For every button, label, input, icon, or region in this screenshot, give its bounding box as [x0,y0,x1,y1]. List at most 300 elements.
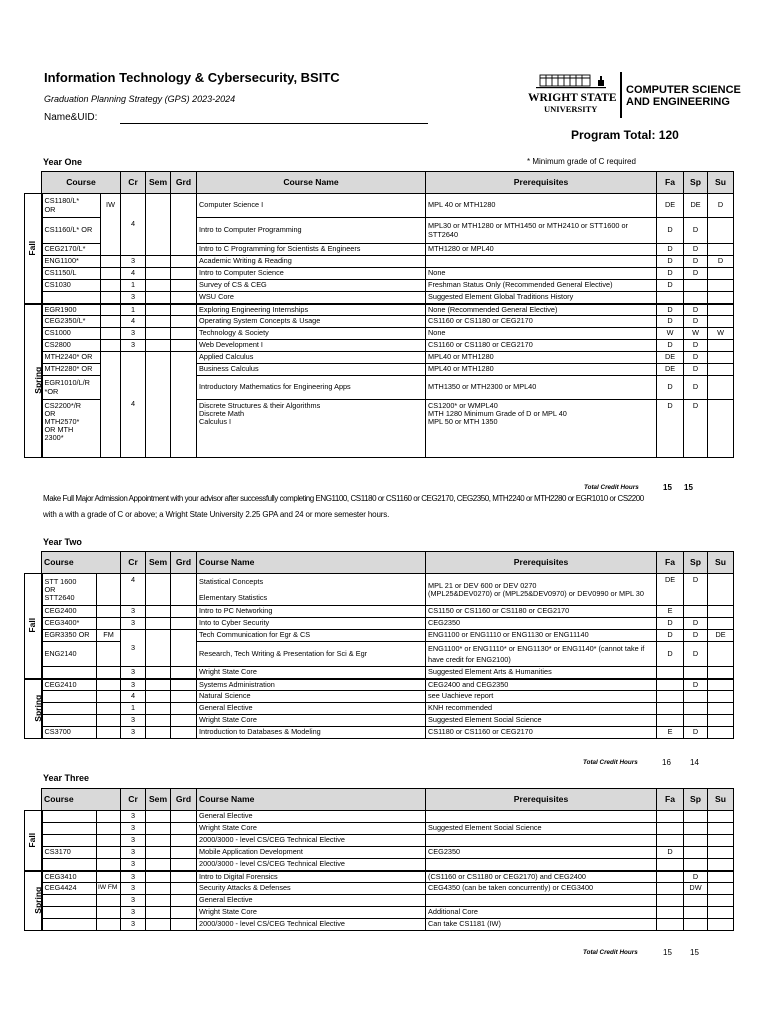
spring-offering: D [684,574,708,606]
minimum-grade-note: * Minimum grade of C required [527,157,636,166]
spring-offering: D [684,679,708,691]
grd-cell[interactable] [171,268,197,280]
spring-offering [684,847,708,859]
sem-cell[interactable] [146,606,171,618]
sem-cell[interactable] [146,919,171,931]
grd-cell[interactable] [171,715,197,727]
course-name: 2000/3000 - level CS/CEG Technical Elective [197,835,426,847]
fall-offering: DE [657,352,684,364]
sem-cell[interactable] [146,727,171,739]
credit-hours: 3 [121,328,146,340]
spring-offering: D [684,642,708,667]
course-flag [97,606,121,618]
summer-offering [708,871,734,883]
fall-offering: DE [657,194,684,218]
course-name: Introduction to Databases & Modeling [197,727,426,739]
prerequisites: Suggested Element Social Science [426,823,657,835]
prerequisites: ENG1100 or ENG1110 or ENG1130 or ENG11140 [426,630,657,642]
spring-offering: DE [684,194,708,218]
grd-cell[interactable] [171,691,197,703]
grd-cell[interactable] [171,823,197,835]
prerequisites: CEG2400 and CEG2350 [426,679,657,691]
grd-column-header: Grd [171,789,197,811]
course-flag [97,907,121,919]
term-label-fall: Fall [25,194,42,304]
fa-column-header: Fa [657,172,684,194]
year-two-heading: Year Two [43,537,82,547]
summer-offering [708,835,734,847]
course-column-header: Course [42,552,121,574]
prerequisites: CEG2350 [426,847,657,859]
prerequisites: None (Recommended General Elective) [426,304,657,316]
course-code [42,835,97,847]
course-code: CEG2410 [42,679,97,691]
sem-cell[interactable] [146,304,171,316]
spring-offering: DW [684,883,708,895]
course-flag [97,703,121,715]
credit-hours: 3 [121,340,146,352]
summer-offering [708,376,734,400]
course-code: CEG2400 [42,606,97,618]
summer-offering [708,244,734,256]
course-name: Wright State Core [197,823,426,835]
sem-cell[interactable] [146,871,171,883]
prerequisites-column-header: Prerequisites [426,789,657,811]
department-name [626,84,741,108]
table-row [25,835,734,847]
sp-column-header: Sp [684,552,708,574]
fall-offering [657,871,684,883]
grd-cell[interactable] [171,194,197,256]
grd-cell[interactable] [171,883,197,895]
sem-cell[interactable] [146,835,171,847]
course-name: General Elective [197,811,426,823]
prerequisites [426,835,657,847]
total-credit-hours-label: Total Credit Hours [583,759,638,766]
grd-cell[interactable] [171,618,197,630]
sem-cell[interactable] [146,280,171,292]
sp-column-header: Sp [684,172,708,194]
credit-hours: 1 [121,703,146,715]
course-name: Business Calculus [197,364,426,376]
course-name: Research, Tech Writing & Presentation for Sci & Egr [197,642,426,667]
fall-offering [657,907,684,919]
summer-offering [708,859,734,871]
total-spring-credits: 15 [684,483,693,492]
prerequisites: MTH1350 or MTH2300 or MPL40 [426,376,657,400]
course-code: CEG3410 [42,871,97,883]
grd-cell[interactable] [171,256,197,268]
course-name: Computer Science I [197,194,426,218]
term-label-fall: Fall [25,574,42,679]
course-code: STT 1600 OR STT2640 [42,574,97,606]
sem-cell[interactable] [146,256,171,268]
course-code: CEG2350/L* [42,316,101,328]
table-row [25,823,734,835]
grd-cell[interactable] [171,811,197,823]
summer-offering [708,907,734,919]
grd-cell[interactable] [171,907,197,919]
spring-offering: D [684,618,708,630]
sem-cell[interactable] [146,316,171,328]
sem-cell[interactable] [146,907,171,919]
sem-cell[interactable] [146,618,171,630]
course-name: Security Attacks & Defenses [197,883,426,895]
course-name: General Elective [197,703,426,715]
grd-cell[interactable] [171,919,197,931]
svg-text:UNIVERSITY: UNIVERSITY [544,104,598,114]
grd-cell[interactable] [171,328,197,340]
spring-offering: D [684,871,708,883]
sem-cell[interactable] [146,883,171,895]
spring-offering: D [684,364,708,376]
credit-hours: 3 [121,847,146,859]
course-flag [97,895,121,907]
summer-offering [708,642,734,667]
fall-offering: D [657,340,684,352]
sem-cell[interactable] [146,340,171,352]
course-name: Introductory Mathematics for Engineering Apps [197,376,426,400]
credit-hours: 3 [121,715,146,727]
course-flag [97,691,121,703]
course-flag: IW FM [97,883,121,895]
spring-offering [684,811,708,823]
credit-hours: 1 [121,304,146,316]
grd-cell[interactable] [171,316,197,328]
course-code: EGR1900 [42,304,101,316]
fall-offering [657,811,684,823]
grd-cell[interactable] [171,667,197,679]
course-name: Survey of CS & CEG [197,280,426,292]
grd-cell[interactable] [171,847,197,859]
department-line-1: COMPUTER SCIENCE [626,84,741,96]
term-label-spring: Spring [25,679,42,739]
summer-offering [708,574,734,606]
fall-offering: D [657,400,684,458]
year-one-header-row [25,172,734,194]
fall-offering [657,679,684,691]
course-code: ENG2140 [42,642,97,667]
course-flag [97,679,121,691]
credit-hours: 3 [121,292,146,304]
credit-hours: 3 [121,630,146,667]
spring-offering [684,919,708,931]
sem-cell[interactable] [146,715,171,727]
fa-column-header: Fa [657,789,684,811]
fall-offering: D [657,642,684,667]
fa-column-header: Fa [657,552,684,574]
course-name: Intro to PC Networking [197,606,426,618]
fall-offering: D [657,376,684,400]
prerequisites: (CS1160 or CS1180 or CEG2170) and CEG2400 [426,871,657,883]
course-name: Into to Cyber Security [197,618,426,630]
fall-offering: D [657,304,684,316]
term-label-spring: Spring [25,871,42,931]
spring-offering: D [684,400,708,458]
sem-cell[interactable] [146,352,171,458]
credit-hours: 3 [121,727,146,739]
fall-offering: DE [657,574,684,606]
course-code [42,691,97,703]
summer-offering [708,352,734,364]
course-code: CS1150/L [42,268,101,280]
course-name: Intro to Digital Forensics [197,871,426,883]
course-flag [97,835,121,847]
summer-offering [708,811,734,823]
credit-hours: 3 [121,883,146,895]
grd-cell[interactable] [171,895,197,907]
spring-offering [684,703,708,715]
summer-offering [708,340,734,352]
course-code [42,823,97,835]
sem-cell[interactable] [146,823,171,835]
credit-hours: 4 [121,574,146,606]
course-flag [97,618,121,630]
sem-cell[interactable] [146,811,171,823]
credit-hours: 3 [121,895,146,907]
course-code: CS1030 [42,280,101,292]
term-label-spring: Spring [25,304,42,458]
grd-cell[interactable] [171,727,197,739]
fall-offering: E [657,606,684,618]
spring-offering: D [684,316,708,328]
course-name: Exploring Engineering Internships [197,304,426,316]
year-one-heading: Year One [43,157,83,167]
course-name: Wright State Core [197,715,426,727]
spring-offering [684,715,708,727]
sem-cell[interactable] [146,847,171,859]
fall-offering: D [657,847,684,859]
su-column-header: Su [708,172,734,194]
table-row [25,328,734,340]
fall-offering: D [657,618,684,630]
spring-offering: W [684,328,708,340]
summer-offering [708,679,734,691]
prerequisites [426,895,657,907]
su-column-header: Su [708,552,734,574]
summer-offering [708,715,734,727]
sem-cell[interactable] [146,292,171,304]
course-flag [101,304,121,316]
spring-offering: D [684,340,708,352]
sem-cell[interactable] [146,268,171,280]
course-code [42,715,97,727]
course-code [42,895,97,907]
grd-column-header: Grd [171,172,197,194]
prerequisites: ENG1100* or ENG1110* or ENG1130* or ENG1140* (cannot take if have credit for ENG2100) [426,642,657,667]
total-credit-hours-label: Total Credit Hours [583,949,638,956]
sem-column-header: Sem [146,789,171,811]
course-code [42,667,97,679]
wright-state-university-logo [526,72,618,120]
grd-cell[interactable] [171,835,197,847]
sem-cell[interactable] [146,895,171,907]
prerequisites: Suggested Element Social Science [426,715,657,727]
table-row [25,292,734,304]
table-row [25,630,734,642]
fall-offering: D [657,280,684,292]
course-code: MTH2240* OR [42,352,101,364]
course-code: CS1160/L* OR [42,218,101,244]
summer-offering: D [708,194,734,218]
year-three-header-row [25,789,734,811]
prerequisites [426,859,657,871]
grd-cell[interactable] [171,340,197,352]
credit-hours: 3 [121,871,146,883]
sem-column-header: Sem [146,172,171,194]
course-name: Operating System Concepts & Usage [197,316,426,328]
credit-hours: 3 [121,919,146,931]
table-row [25,679,734,691]
summer-offering [708,292,734,304]
sem-cell[interactable] [146,691,171,703]
course-flag [97,715,121,727]
spring-offering [684,667,708,679]
year-three-table [24,788,734,931]
prerequisites: MPL30 or MTH1280 or MTH1450 or MTH2410 or STT1600 or STT2640 [426,218,657,244]
sem-cell[interactable] [146,328,171,340]
grd-cell[interactable] [171,630,197,667]
table-row [25,574,734,606]
course-name: Mobile Application Development [197,847,426,859]
grd-cell[interactable] [171,304,197,316]
fall-offering: D [657,256,684,268]
fall-offering [657,883,684,895]
course-flag [97,847,121,859]
total-spring-credits: 14 [690,758,699,767]
credit-hours: 3 [121,667,146,679]
course-code: CEG2170/L* [42,244,101,256]
grd-cell[interactable] [171,352,197,458]
sem-cell[interactable] [146,679,171,691]
course-code [42,919,97,931]
grd-cell[interactable] [171,606,197,618]
sem-cell[interactable] [146,630,171,667]
term-label-fall: Fall [25,811,42,871]
prerequisites: CS1150 or CS1160 or CS1180 or CEG2170 [426,606,657,618]
prerequisites: Suggested Element Arts & Humanities [426,667,657,679]
sem-cell[interactable] [146,703,171,715]
grd-cell[interactable] [171,859,197,871]
summer-offering [708,316,734,328]
grd-cell[interactable] [171,703,197,715]
credit-hours: 1 [121,280,146,292]
prerequisites: MPL40 or MTH1280 [426,352,657,364]
summer-offering: W [708,328,734,340]
spring-offering: D [684,218,708,244]
course-code [42,907,97,919]
su-column-header: Su [708,789,734,811]
fall-offering: D [657,244,684,256]
summer-offering [708,280,734,292]
course-code: CS2800 [42,340,101,352]
fall-offering [657,691,684,703]
course-flag [101,340,121,352]
prerequisites: CS1160 or CS1180 or CEG2170 [426,316,657,328]
credit-hours: 3 [121,618,146,630]
term-column-header [25,172,42,194]
admission-note-line-2: with a with a grade of C or above; a Wright State University 2.25 GPA and 24 or more semester hours. [43,510,390,519]
table-row [25,883,734,895]
course-name: Applied Calculus [197,352,426,364]
course-name: Intro to Computer Science [197,268,426,280]
year-two-table [24,551,734,739]
course-flag [101,268,121,280]
document-subtitle: Graduation Planning Strategy (GPS) 2023-2024 [44,94,236,104]
summer-offering [708,364,734,376]
grd-cell[interactable] [171,679,197,691]
course-code: CS2200*/R OR MTH2570* OR MTH 2300* [42,400,101,458]
spring-offering [684,280,708,292]
fall-offering: D [657,218,684,244]
credit-hours: 3 [121,907,146,919]
course-flag [101,280,121,292]
year-one-table [24,171,734,458]
table-row [25,703,734,715]
course-name: Natural Science [197,691,426,703]
credit-hours: 4 [121,352,146,458]
prerequisites: CS1160 or CS1180 or CEG2170 [426,340,657,352]
course-name: Systems Administration [197,679,426,691]
grd-cell[interactable] [171,292,197,304]
summer-offering: D [708,256,734,268]
table-row [25,907,734,919]
sem-cell[interactable] [146,574,171,606]
course-flag [97,642,121,667]
summer-offering [708,703,734,715]
grd-cell[interactable] [171,574,197,606]
course-flag [101,316,121,328]
fall-offering: W [657,328,684,340]
course-name-column-header: Course Name [197,789,426,811]
course-name: Wright State Core [197,907,426,919]
prerequisites: None [426,328,657,340]
sem-cell[interactable] [146,667,171,679]
total-fall-credits: 16 [662,758,671,767]
prerequisites [426,256,657,268]
course-flag [97,574,121,606]
sem-cell[interactable] [146,859,171,871]
course-name: Academic Writing & Reading [197,256,426,268]
course-code: ENG1100* [42,256,101,268]
credit-hours: 4 [121,268,146,280]
table-row [25,618,734,630]
term-column-header [25,789,42,811]
prerequisites: see Uachieve report [426,691,657,703]
summer-offering [708,268,734,280]
fall-offering [657,835,684,847]
summer-offering [708,400,734,458]
course-code [42,859,97,871]
prerequisites: KNH recommended [426,703,657,715]
table-row [25,256,734,268]
year-two-total-row [0,757,768,769]
cr-column-header: Cr [121,172,146,194]
grd-cell[interactable] [171,280,197,292]
fall-offering [657,859,684,871]
prerequisites: CEG4350 (can be taken concurrently) or CEG3400 [426,883,657,895]
course-flag [97,667,121,679]
sem-cell[interactable] [146,194,171,256]
grd-cell[interactable] [171,871,197,883]
course-code: CS3700 [42,727,97,739]
fall-offering [657,703,684,715]
course-code: CS1000 [42,328,101,340]
prerequisites: Additional Core [426,907,657,919]
table-row [25,316,734,328]
table-row [25,194,734,218]
table-row [25,919,734,931]
